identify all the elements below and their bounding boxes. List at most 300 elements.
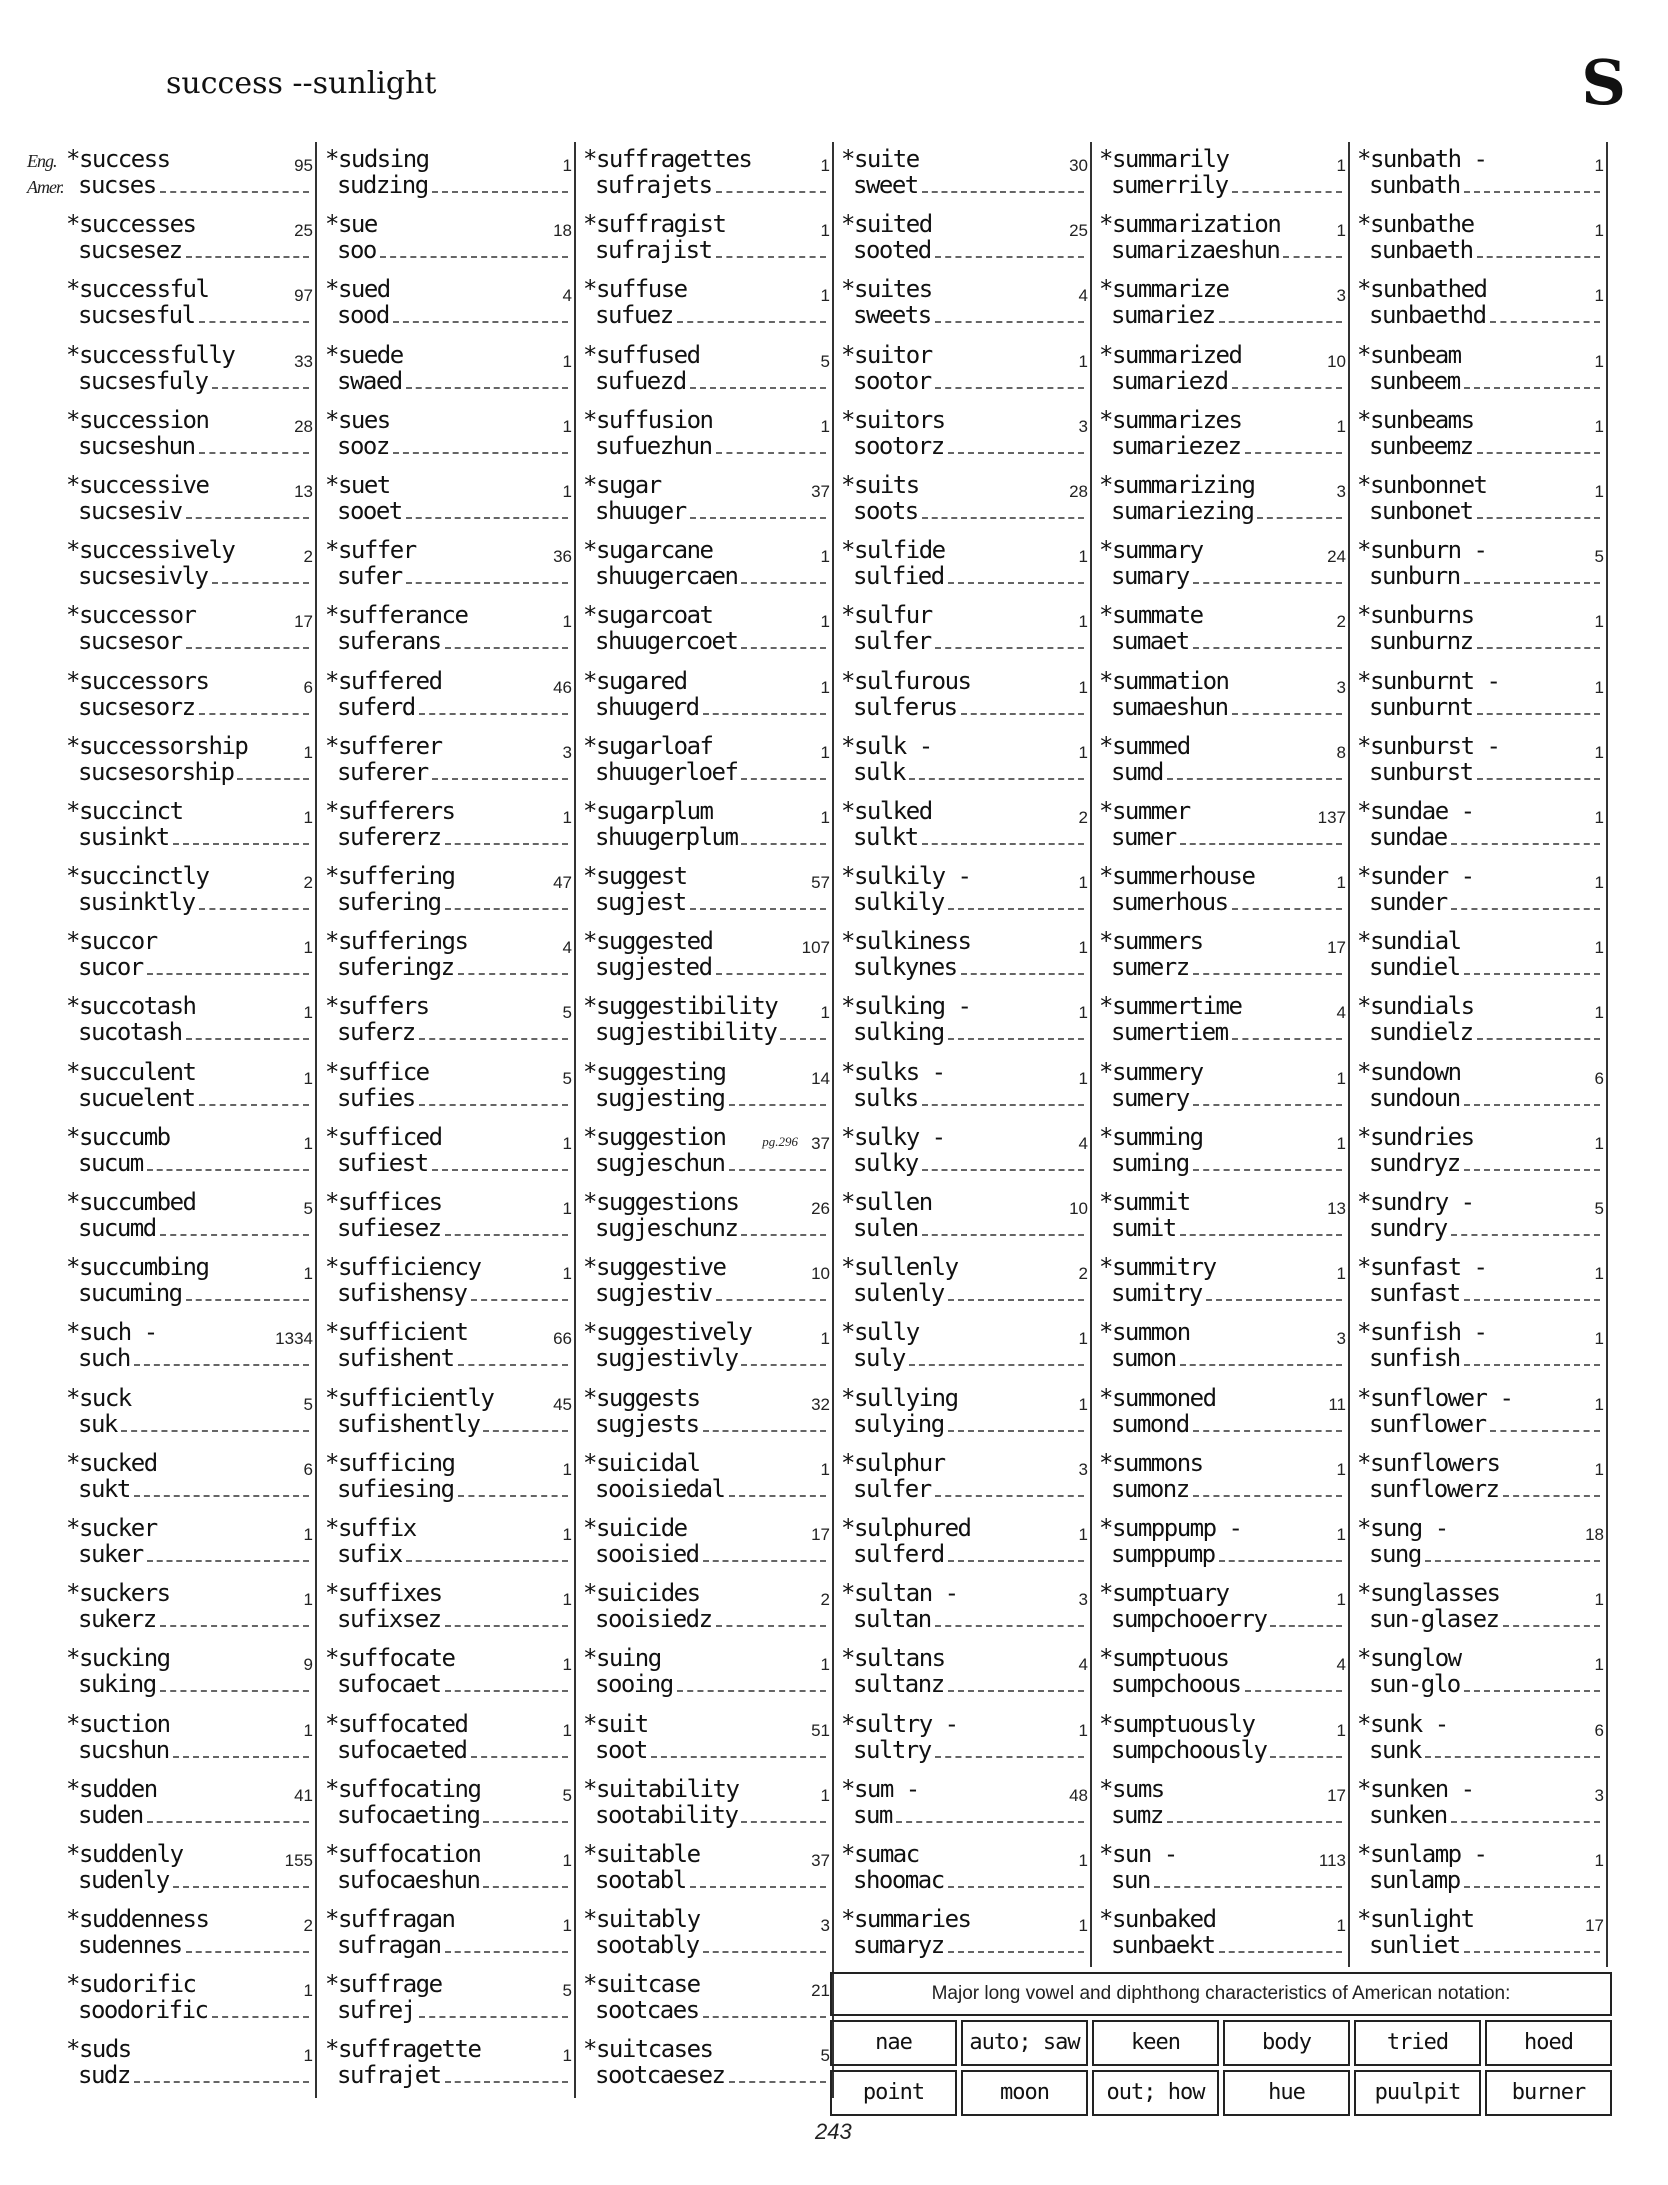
entry-word: *suffering bbox=[325, 862, 455, 891]
entry-frequency: 8 bbox=[1336, 742, 1346, 762]
entry-word: *sunbeam bbox=[1357, 340, 1461, 369]
entry-frequency: 4 bbox=[1078, 1133, 1088, 1153]
notation-line bbox=[1369, 628, 1600, 654]
dictionary-entry bbox=[1353, 1707, 1606, 1772]
entry-word: *summing bbox=[1099, 1122, 1203, 1151]
notation-line bbox=[1369, 563, 1600, 589]
entry-word: *suggest bbox=[583, 862, 687, 891]
entry-word: *succotash bbox=[66, 992, 196, 1021]
entry-frequency: 17 bbox=[811, 1524, 830, 1544]
legend-cell: puulpit bbox=[1354, 2070, 1481, 2116]
dotted-leader bbox=[896, 1803, 1084, 1823]
entry-notation: suking bbox=[78, 1670, 156, 1699]
entry-notation: sooisied bbox=[595, 1539, 699, 1568]
entry-word: *suds bbox=[66, 2035, 131, 2064]
dotted-leader bbox=[445, 1672, 568, 1692]
dotted-leader bbox=[690, 369, 826, 389]
entry-notation: sumit bbox=[1111, 1214, 1176, 1242]
notation-line bbox=[337, 1606, 568, 1632]
entry-word: *sues bbox=[325, 405, 390, 434]
entry-notation: sugjested bbox=[595, 953, 712, 982]
entry-notation: sulying bbox=[853, 1409, 944, 1438]
dictionary-entry bbox=[62, 1185, 315, 1250]
page-number: 243 bbox=[815, 2119, 852, 2144]
dictionary-entry bbox=[321, 794, 574, 859]
notation-line bbox=[595, 433, 826, 459]
entry-word: *summery bbox=[1099, 1057, 1203, 1086]
dictionary-entry bbox=[1095, 1446, 1348, 1511]
entry-notation: sumarizaeshun bbox=[1111, 236, 1280, 265]
notation-line bbox=[853, 1411, 1084, 1437]
dotted-leader bbox=[922, 1151, 1084, 1171]
dotted-leader bbox=[1477, 760, 1600, 780]
notation-line bbox=[337, 172, 568, 198]
dictionary-entry bbox=[1353, 989, 1606, 1054]
entry-notation: sunfast bbox=[1369, 1279, 1460, 1308]
notation-line bbox=[853, 1215, 1084, 1241]
entry-frequency: 1 bbox=[1594, 612, 1604, 632]
notation-line bbox=[853, 1867, 1084, 1893]
entry-notation: sugjests bbox=[595, 1409, 699, 1438]
notation-line bbox=[1111, 954, 1342, 980]
entry-notation: sucsesful bbox=[78, 301, 195, 330]
entry-notation: sun-glasez bbox=[1369, 1605, 1499, 1634]
entry-word: *summary bbox=[1099, 536, 1203, 565]
notation-line bbox=[337, 889, 568, 915]
dotted-leader bbox=[186, 629, 309, 649]
notation-line bbox=[595, 1606, 826, 1632]
notation-line bbox=[78, 1802, 309, 1828]
dictionary-entry bbox=[579, 1837, 832, 1902]
entry-frequency: 4 bbox=[1078, 1655, 1088, 1675]
entry-word: *summarization bbox=[1099, 210, 1281, 239]
legend-cell: tried bbox=[1354, 2020, 1481, 2066]
notation-line bbox=[337, 1345, 568, 1371]
dotted-leader bbox=[690, 1868, 826, 1888]
entry-frequency: 1 bbox=[1336, 416, 1346, 436]
entry-frequency: 2 bbox=[303, 1916, 313, 1936]
entry-word: *suggested bbox=[583, 927, 713, 956]
notation-line bbox=[1111, 1280, 1342, 1306]
notation-line bbox=[78, 1606, 309, 1632]
entry-frequency: 1 bbox=[303, 938, 313, 958]
notation-line bbox=[1369, 368, 1600, 394]
dictionary-entry bbox=[1353, 272, 1606, 337]
notation-line bbox=[853, 889, 1084, 915]
dictionary-entry bbox=[1095, 924, 1348, 989]
dictionary-entry bbox=[62, 1967, 315, 2032]
notation-line bbox=[78, 302, 309, 328]
entry-word: *sunlight bbox=[1357, 1905, 1474, 1934]
entry-frequency: 3 bbox=[1078, 1459, 1088, 1479]
entry-word: *suddenness bbox=[66, 1905, 209, 1934]
entry-word: *sulks - bbox=[841, 1057, 945, 1086]
notation-line bbox=[1369, 1932, 1600, 1958]
entry-notation: sooisiedz bbox=[595, 1605, 712, 1634]
dictionary-entry bbox=[837, 1511, 1090, 1576]
entry-frequency: 1 bbox=[303, 1068, 313, 1088]
entry-frequency: 1 bbox=[1078, 1068, 1088, 1088]
entry-word: *sunburnt - bbox=[1357, 666, 1500, 695]
entry-word: *succumbed bbox=[66, 1188, 196, 1216]
notation-line bbox=[853, 1606, 1084, 1632]
dotted-leader bbox=[237, 760, 309, 780]
entry-notation: sulkily bbox=[853, 888, 944, 917]
notation-line bbox=[1369, 1411, 1600, 1437]
entry-frequency: 48 bbox=[1069, 1785, 1088, 1805]
dotted-leader bbox=[1219, 303, 1342, 323]
dotted-leader bbox=[419, 1086, 568, 1106]
dictionary-entry bbox=[1353, 1837, 1606, 1902]
entry-notation: sumd bbox=[1111, 757, 1163, 786]
notation-line bbox=[853, 1150, 1084, 1176]
dictionary-entry bbox=[321, 924, 574, 989]
entry-word: *sulfur bbox=[841, 601, 932, 630]
notation-line bbox=[1111, 1541, 1342, 1567]
entry-word: *sufficed bbox=[325, 1122, 442, 1151]
dictionary-entry bbox=[579, 272, 832, 337]
dictionary-entry bbox=[1095, 1772, 1348, 1837]
dotted-leader bbox=[147, 1151, 309, 1171]
dotted-leader bbox=[186, 238, 309, 258]
notation-line bbox=[595, 1737, 826, 1763]
entry-word: *sulfide bbox=[841, 536, 945, 565]
notation-line bbox=[853, 759, 1084, 785]
dictionary-entry bbox=[579, 1381, 832, 1446]
entry-word: *sum - bbox=[841, 1774, 919, 1803]
dotted-leader bbox=[199, 890, 309, 910]
dotted-leader bbox=[1477, 434, 1600, 454]
notation-line bbox=[78, 759, 309, 785]
dotted-leader bbox=[741, 629, 826, 649]
entry-notation: sootcaes bbox=[595, 1996, 699, 2025]
dictionary-entry bbox=[1353, 468, 1606, 533]
entry-word: *sullying bbox=[841, 1383, 958, 1412]
entry-word: *suitable bbox=[583, 1839, 700, 1868]
entry-frequency: 1 bbox=[562, 1655, 572, 1675]
entry-frequency: 1 bbox=[1594, 742, 1604, 762]
notation-line bbox=[1369, 172, 1600, 198]
dictionary-entry bbox=[62, 338, 315, 403]
notation-line bbox=[853, 1541, 1084, 1567]
dictionary-entry bbox=[1353, 1902, 1606, 1967]
entry-notation: sufocaeted bbox=[337, 1735, 467, 1764]
notation-line bbox=[337, 1997, 568, 2023]
entry-frequency: 1 bbox=[1594, 938, 1604, 958]
dictionary-entry bbox=[579, 598, 832, 663]
dotted-leader bbox=[935, 1477, 1084, 1497]
dotted-leader bbox=[1180, 1216, 1342, 1236]
entry-notation: suferz bbox=[337, 1018, 415, 1047]
entry-notation: sumery bbox=[1111, 1083, 1189, 1112]
notation-line bbox=[1111, 563, 1342, 589]
notation-line bbox=[1369, 1280, 1600, 1306]
entry-word: *sunburst - bbox=[1357, 731, 1500, 760]
entry-word: *suggesting bbox=[583, 1057, 726, 1086]
entry-notation: sulky bbox=[853, 1148, 918, 1177]
entry-word: *suffragette bbox=[325, 2035, 481, 2064]
entry-notation: sufixsez bbox=[337, 1605, 441, 1634]
dictionary-entry bbox=[579, 1250, 832, 1315]
dotted-leader bbox=[1464, 1346, 1600, 1366]
entry-notation: sulking bbox=[853, 1018, 944, 1047]
entry-frequency: 1 bbox=[1594, 1394, 1604, 1414]
dictionary-entry bbox=[62, 1902, 315, 1967]
dotted-leader bbox=[406, 369, 568, 389]
dictionary-entry bbox=[321, 1967, 574, 2032]
dotted-leader bbox=[212, 1998, 310, 2018]
entry-notation: sufuezhun bbox=[595, 431, 712, 460]
entry-frequency: 1 bbox=[820, 221, 830, 241]
entry-frequency: 5 bbox=[562, 1981, 572, 2001]
entry-notation: sumerhous bbox=[1111, 888, 1228, 917]
entry-frequency: 1 bbox=[1078, 1916, 1088, 1936]
entry-frequency: 66 bbox=[553, 1329, 572, 1349]
dictionary-entry bbox=[1353, 1511, 1606, 1576]
notation-line bbox=[595, 1867, 826, 1893]
entry-word: *sunbaked bbox=[1099, 1905, 1216, 1934]
entry-frequency: 1 bbox=[820, 1003, 830, 1023]
entry-word: *summons bbox=[1099, 1448, 1203, 1477]
dotted-leader bbox=[160, 1672, 309, 1692]
dotted-leader bbox=[1245, 1672, 1343, 1692]
entry-frequency: 3 bbox=[1594, 1785, 1604, 1805]
notation-line bbox=[1111, 1737, 1342, 1763]
dotted-leader bbox=[1451, 825, 1600, 845]
entry-frequency: 5 bbox=[562, 1003, 572, 1023]
entry-notation: suden bbox=[78, 1800, 143, 1829]
notation-line bbox=[853, 1085, 1084, 1111]
entry-notation: sumitry bbox=[1111, 1279, 1202, 1308]
dotted-leader bbox=[199, 695, 309, 715]
notation-line bbox=[337, 1150, 568, 1176]
entry-notation: sumary bbox=[1111, 562, 1189, 591]
dotted-leader bbox=[1477, 499, 1600, 519]
entry-notation: sulenly bbox=[853, 1279, 944, 1308]
dictionary-entry bbox=[837, 1772, 1090, 1837]
entry-frequency: 47 bbox=[553, 873, 572, 893]
dictionary-entry bbox=[1095, 1511, 1348, 1576]
entry-frequency: 1 bbox=[303, 1133, 313, 1153]
entry-frequency: 11 bbox=[1328, 1394, 1346, 1414]
dictionary-entry bbox=[837, 1837, 1090, 1902]
section-letter: S bbox=[1581, 46, 1626, 119]
dotted-leader bbox=[1232, 1020, 1342, 1040]
dotted-leader bbox=[935, 1738, 1084, 1758]
dictionary-entry bbox=[579, 468, 832, 533]
dotted-leader bbox=[1232, 695, 1342, 715]
entry-notation: sufererz bbox=[337, 822, 441, 851]
entry-notation: sufrajet bbox=[337, 2061, 441, 2090]
entry-frequency: 1 bbox=[562, 416, 572, 436]
entry-frequency: 1 bbox=[1078, 873, 1088, 893]
notation-line bbox=[595, 1541, 826, 1567]
entry-word: *suggestive bbox=[583, 1253, 726, 1282]
notation-line bbox=[595, 368, 826, 394]
entry-notation: sundry bbox=[1369, 1214, 1447, 1242]
dotted-leader bbox=[961, 955, 1084, 975]
dotted-leader bbox=[935, 238, 1084, 258]
dotted-leader bbox=[1464, 173, 1600, 193]
entry-frequency: 1 bbox=[562, 2046, 572, 2066]
entry-frequency: 57 bbox=[811, 873, 830, 893]
entry-frequency: 1 bbox=[1594, 1590, 1604, 1610]
notation-line bbox=[1369, 1150, 1600, 1176]
dictionary-entry bbox=[62, 989, 315, 1054]
dictionary-entry bbox=[1353, 859, 1606, 924]
entry-word: *sunk - bbox=[1357, 1709, 1448, 1738]
dotted-leader bbox=[677, 1672, 826, 1692]
dictionary-entry bbox=[321, 1446, 574, 1511]
notation-line bbox=[595, 498, 826, 524]
entry-frequency: 1 bbox=[1078, 677, 1088, 697]
entry-notation: sum bbox=[853, 1800, 892, 1829]
dotted-leader bbox=[741, 1803, 826, 1823]
entry-notation: sulkt bbox=[853, 822, 918, 851]
dictionary-entry bbox=[1095, 664, 1348, 729]
entry-notation: sugjeschun bbox=[595, 1148, 725, 1177]
entry-notation: sucseshun bbox=[78, 431, 195, 460]
entry-frequency: 10 bbox=[1327, 351, 1346, 371]
notation-line bbox=[1369, 1671, 1600, 1697]
dictionary-entry bbox=[62, 1381, 315, 1446]
entry-frequency: 1 bbox=[820, 547, 830, 567]
notation-line bbox=[1369, 1541, 1600, 1567]
entry-column bbox=[1095, 142, 1350, 1967]
dictionary-entry bbox=[1353, 664, 1606, 729]
entry-word: *sun - bbox=[1099, 1839, 1177, 1868]
entry-word: *summitry bbox=[1099, 1253, 1216, 1282]
dictionary-entry bbox=[579, 1315, 832, 1380]
dotted-leader bbox=[703, 1998, 826, 2018]
dictionary-entry bbox=[1353, 1446, 1606, 1511]
entry-word: *succor bbox=[66, 927, 157, 956]
notation-line bbox=[595, 759, 826, 785]
dotted-leader bbox=[1477, 238, 1600, 258]
dotted-leader bbox=[483, 1803, 568, 1823]
notation-line bbox=[337, 1867, 568, 1893]
dotted-leader bbox=[1180, 825, 1342, 845]
dotted-leader bbox=[1464, 1151, 1600, 1171]
entry-frequency: 1 bbox=[303, 1720, 313, 1740]
entry-notation: sufiest bbox=[337, 1148, 428, 1177]
dictionary-entry bbox=[62, 1446, 315, 1511]
entry-notation: sulferus bbox=[853, 692, 957, 721]
notation-line bbox=[595, 1671, 826, 1697]
dotted-leader bbox=[1464, 1868, 1600, 1888]
dotted-leader bbox=[1193, 629, 1342, 649]
entry-word: *success bbox=[66, 145, 170, 173]
dotted-leader bbox=[1503, 1477, 1601, 1497]
entry-column bbox=[837, 142, 1092, 1967]
notation-line bbox=[1369, 824, 1600, 850]
entry-notation: sucsesorz bbox=[78, 692, 195, 721]
dictionary-entry bbox=[321, 338, 574, 403]
notation-line bbox=[1111, 1215, 1342, 1241]
entry-frequency: 5 bbox=[820, 351, 830, 371]
dotted-leader bbox=[1206, 1281, 1342, 1301]
dotted-leader bbox=[690, 890, 826, 910]
dictionary-entry bbox=[321, 1250, 574, 1315]
dotted-leader bbox=[703, 1933, 826, 1953]
notation-line bbox=[595, 1019, 826, 1045]
dictionary-entry bbox=[1095, 794, 1348, 859]
entry-frequency: 17 bbox=[1327, 938, 1346, 958]
legend-cell: point bbox=[830, 2070, 957, 2116]
notation-line bbox=[1369, 1737, 1600, 1763]
entry-frequency: 1 bbox=[303, 1524, 313, 1544]
entry-word: *sunfish - bbox=[1357, 1318, 1487, 1347]
dictionary-entry bbox=[837, 533, 1090, 598]
entry-frequency: 1 bbox=[1336, 1459, 1346, 1479]
entry-word: *suicide bbox=[583, 1513, 687, 1542]
dictionary-entry bbox=[1095, 1641, 1348, 1706]
entry-notation: sumer bbox=[1111, 822, 1176, 851]
entry-notation: sooing bbox=[595, 1670, 673, 1699]
entry-word: *sufferers bbox=[325, 796, 455, 825]
dictionary-entry bbox=[579, 533, 832, 598]
entry-word: *suffuse bbox=[583, 275, 687, 304]
entry-frequency: 1 bbox=[820, 156, 830, 175]
dotted-leader bbox=[1464, 564, 1600, 584]
entry-frequency: 3 bbox=[1336, 286, 1346, 306]
dictionary-entry bbox=[579, 1576, 832, 1641]
entry-frequency: 14 bbox=[811, 1068, 830, 1088]
page-header-title: success --sunlight bbox=[166, 66, 437, 101]
legend-cell: auto; saw bbox=[961, 2020, 1088, 2066]
entry-frequency: 5 bbox=[1594, 1199, 1604, 1218]
dictionary-entry bbox=[62, 1250, 315, 1315]
entry-frequency: 1 bbox=[562, 1264, 572, 1284]
notation-line bbox=[1111, 368, 1342, 394]
entry-frequency: 1 bbox=[820, 807, 830, 827]
entry-word: *sumppump - bbox=[1099, 1513, 1242, 1542]
dotted-leader bbox=[445, 629, 568, 649]
dotted-leader bbox=[780, 1020, 826, 1040]
entry-notation: sulk bbox=[853, 757, 905, 786]
dotted-leader bbox=[922, 499, 1084, 519]
dictionary-entry bbox=[62, 1837, 315, 1902]
entry-word: *suggestibility bbox=[583, 992, 778, 1021]
entry-frequency: 1 bbox=[820, 742, 830, 762]
entry-frequency: 1 bbox=[303, 2046, 313, 2066]
dictionary-entry bbox=[62, 859, 315, 924]
notation-line bbox=[595, 1411, 826, 1437]
entry-frequency: 1 bbox=[1594, 1850, 1604, 1870]
entry-frequency: 1 bbox=[1336, 221, 1346, 241]
dictionary-entry bbox=[837, 468, 1090, 533]
dotted-leader bbox=[419, 695, 568, 715]
entry-notation: shuugercoet bbox=[595, 627, 738, 656]
entry-notation: susinkt bbox=[78, 822, 169, 851]
notation-line bbox=[853, 1019, 1084, 1045]
entry-word: *sugarloaf bbox=[583, 731, 713, 760]
entry-frequency: 3 bbox=[1336, 481, 1346, 501]
entry-word: *suggests bbox=[583, 1383, 700, 1412]
notation-line bbox=[78, 1150, 309, 1176]
entry-word: *suit bbox=[583, 1709, 648, 1738]
entry-notation: sugjesting bbox=[595, 1083, 725, 1112]
entry-word: *suffusion bbox=[583, 405, 713, 434]
dotted-leader bbox=[160, 1607, 309, 1627]
entry-frequency: 1 bbox=[303, 1981, 313, 2001]
notation-line bbox=[1369, 759, 1600, 785]
entry-word: *suckers bbox=[66, 1579, 170, 1608]
entry-notation: sunfish bbox=[1369, 1344, 1460, 1373]
notation-line bbox=[78, 172, 309, 198]
entry-frequency: 1 bbox=[1594, 1655, 1604, 1675]
dotted-leader bbox=[741, 564, 826, 584]
